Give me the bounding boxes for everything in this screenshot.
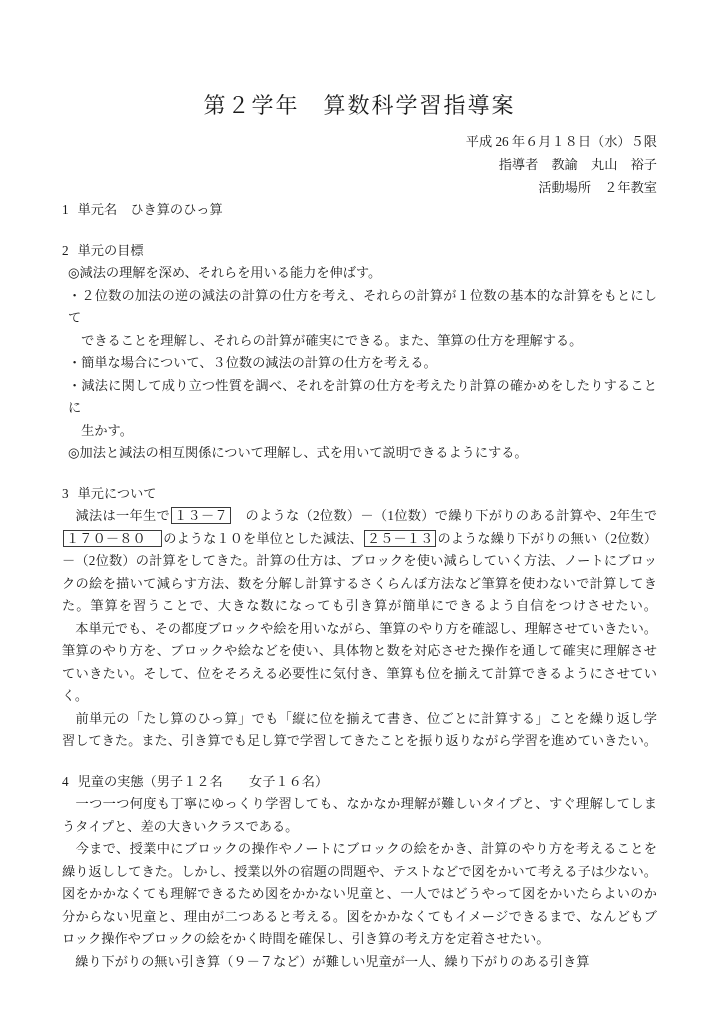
text-line: ていきたい。そして、位をそろえる必要性に気付き、筆算も位を揃えて計算できるようにさせてい: [62, 665, 657, 681]
section-4: [62, 771, 657, 974]
text-line: １７０－８０ のような１０を単位とした減法、 ２５－１３ のような繰り下がりの無い（2位数）: [62, 528, 657, 551]
section-number: 4: [62, 773, 69, 789]
section-title: 単元について: [77, 485, 157, 501]
text-line: 図をかかなくても理解できるため図をかかない児童と、一人ではどうやって図をかいたらよいのか: [62, 886, 657, 901]
text-line: ・２位数の加法の逆の減法の計算の仕方を考え、それらの計算が１位数の基本的な計算をもとにして: [68, 287, 657, 325]
text-line: た。筆算を習うことで、大きな数になっても引き算が簡単にできるよう自信をつけさせたい。: [62, 598, 657, 613]
text-line: ・簡単な場合について、３位数の減法の計算の仕方を考える。: [68, 355, 437, 370]
section-heading: [62, 240, 657, 263]
text-line: 一つ一つ何度も丁寧にゆっくり学習しても、なかなか理解が難しいタイプと、すぐ理解してしま: [62, 796, 657, 811]
section-heading: [62, 771, 657, 794]
text-line: 繰り下がりの無い引き算（９－７など）が難しい児童が一人、繰り下がりのある引き算: [62, 953, 590, 969]
section-1: [62, 199, 657, 222]
text-line: 筆算のやり方を、ブロックや絵などを使い、具体物と数を対応させた操作を通して確実に理解させ: [62, 643, 657, 658]
text-line: クの絵を描いて減らす方法、数を分解し計算するさくらんぼ方法など筆算を使わないで計算してき: [62, 575, 657, 591]
sections-container: [62, 199, 657, 973]
text-line: ◎加法と減法の相互関係について理解し、式を用いて説明できるようにする。: [68, 445, 528, 460]
text-line: 今まで、授業中にブロックの操作やノートにブロックの絵をかき、計算のやり方を考えることを: [62, 841, 657, 856]
section-body: [68, 262, 657, 465]
text-line: ・減法に関して成り立つ性質を調べ、それを計算の仕方を考えたり計算の確かめをしたりすることに: [68, 377, 657, 415]
section-body: [62, 505, 657, 753]
section-number: 2: [62, 242, 69, 258]
meta-block: [62, 130, 657, 199]
instructor-line: 指導者 教諭 丸山 裕子: [498, 157, 657, 172]
text-line: できることを理解し、それらの計算が確実にできる。また、筆算の仕方を理解する。: [68, 332, 583, 348]
text-line: 繰り返ししてきた。しかし、授業以外の宿題の問題や、テストなどで図をかいて考える子は少ない。: [62, 863, 657, 879]
section-title: 単元の目標: [77, 242, 144, 258]
text-line: 減法は一年生で １３－７ のような（2位数）－（1位数）で繰り下がりのある計算や、2年生で: [62, 508, 658, 523]
text-line: 生かす。: [68, 422, 133, 438]
boxed-expression: １３－７: [171, 507, 231, 524]
section-title: 児童の実態（男子１２名 女子１６名）: [77, 773, 329, 789]
section-number: 1: [62, 202, 69, 217]
text-line: 前単元の「たし算のひっ算」でも「縦に位を揃えて書き、位ごとに計算する」ことを繰り返し学: [62, 710, 657, 726]
text-line: －（2位数）の計算をしてきた。計算の仕方は、ブロックを使い減らしていく方法、ノートにブロッ: [62, 553, 657, 568]
section-3: [62, 483, 657, 753]
text-line: うタイプと、差の大きいクラスである。: [62, 818, 299, 834]
section-body: [62, 793, 657, 973]
date-line: 平成 26 年６月１８日（水）５限: [465, 134, 657, 149]
location-line: 活動場所 ２年教室: [538, 180, 657, 195]
section-title: 単元名 ひき算のひっ算: [77, 202, 223, 217]
section-heading: [62, 483, 657, 506]
text-line: ロック操作やブロックの絵をかく時間を確保し、引き算の考え方を定着させたい。: [62, 931, 550, 946]
text-line: 本単元でも、その都度ブロックや絵を用いながら、筆算のやり方を確認し、理解させていきたい。: [62, 620, 657, 636]
text-line: 分からない児童と、理由が二つあると考える。図をかかなくてもイメージできるまで、なんどもブ: [62, 908, 657, 924]
text-line: 習してきた。また、引き算でも足し算で学習してきたことを振り返りながら学習を進めていきたい。: [62, 733, 657, 748]
boxed-expression: １７０－８０: [63, 530, 162, 547]
section-heading: [62, 199, 657, 222]
section-number: 3: [62, 485, 69, 501]
page-title: 第２学年 算数科学習指導案: [203, 93, 516, 118]
text-line: く。: [62, 688, 89, 703]
boxed-expression: ２５－１３: [364, 530, 437, 547]
text-line: ◎減法の理解を深め、それらを用いる能力を伸ばす。: [68, 265, 382, 280]
section-2: [62, 240, 657, 465]
